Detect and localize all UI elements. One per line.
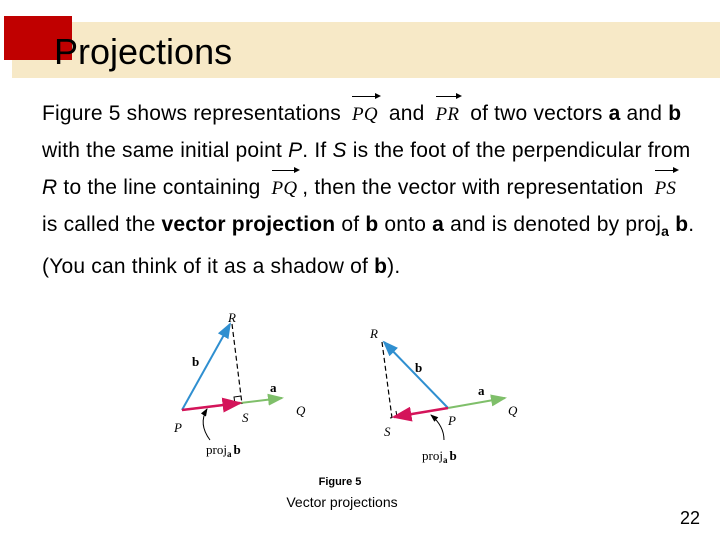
left-proj-label: proj$_a$ b — [206, 442, 241, 459]
right-perpendicular — [382, 342, 392, 418]
body-text: and — [626, 102, 663, 125]
left-proj-pointer — [203, 409, 210, 440]
left-projection — [182, 403, 240, 410]
body-text: onto — [384, 212, 427, 236]
left-vector-b — [182, 324, 230, 410]
left-label-Q: Q — [296, 403, 306, 418]
body-text: with the same initial point — [42, 139, 283, 163]
right-vector-a — [448, 398, 505, 408]
vector-b: b — [374, 255, 388, 279]
body-paragraph — [42, 96, 702, 286]
slide-title: Projections — [54, 31, 233, 72]
body-text: and — [388, 102, 425, 125]
body-text: of — [341, 212, 360, 236]
right-label-Q: Q — [508, 403, 518, 418]
right-label-S: S — [384, 424, 391, 439]
body-text: is called the — [42, 212, 156, 236]
point-r: R — [42, 175, 58, 199]
left-label-P: P — [174, 420, 182, 435]
vector-b: b — [668, 102, 682, 125]
vector-pq: PQ — [350, 97, 380, 133]
right-label-R: R — [370, 326, 378, 341]
body-text: and is denoted by proj — [450, 212, 662, 236]
right-label-a: a — [478, 383, 485, 398]
right-proj-label: proj$_a$ b — [422, 448, 457, 465]
right-proj-pointer — [431, 415, 444, 440]
point-p: P — [288, 139, 303, 163]
figure-vector-projections — [160, 300, 540, 475]
body-text: to the line containing — [63, 175, 261, 199]
figure-label: Figure 5 — [318, 476, 362, 488]
left-label-R: R — [228, 310, 236, 325]
left-diagram — [173, 310, 306, 459]
term-vector-projection: vector projection — [161, 212, 336, 236]
body-text: . If — [302, 139, 327, 163]
left-perpendicular — [232, 324, 242, 404]
body-text: ). — [387, 255, 401, 279]
vector-b: b — [675, 212, 689, 236]
left-label-S: S — [242, 410, 249, 425]
left-label-b: b — [192, 354, 200, 369]
figure-caption: Vector projections — [286, 494, 398, 510]
body-text: , then the vector with representation — [302, 175, 644, 199]
right-label-P: P — [448, 413, 456, 428]
body-text: is the foot of the perpendicular from — [352, 139, 691, 163]
body-text: . (You can think of it as a shadow of — [42, 212, 695, 279]
vector-a: a — [608, 102, 621, 125]
page-number: 22 — [679, 508, 700, 528]
vector-b: b — [365, 212, 379, 236]
vector-pr: PR — [434, 97, 462, 133]
vector-a: a — [432, 212, 445, 236]
proj-subscript: a — [661, 223, 670, 240]
left-label-a: a — [270, 380, 277, 395]
point-s: S — [332, 139, 347, 163]
body-text: Figure 5 shows representations — [42, 102, 341, 125]
figure-diagram — [160, 300, 540, 470]
right-diagram — [369, 326, 518, 465]
right-vector-b — [384, 342, 448, 408]
vector-ps: PS — [653, 171, 679, 207]
right-label-b: b — [415, 360, 423, 375]
vector-pq-2: PQ — [270, 171, 300, 207]
body-text: of two vectors — [470, 102, 603, 125]
right-projection — [394, 408, 448, 417]
